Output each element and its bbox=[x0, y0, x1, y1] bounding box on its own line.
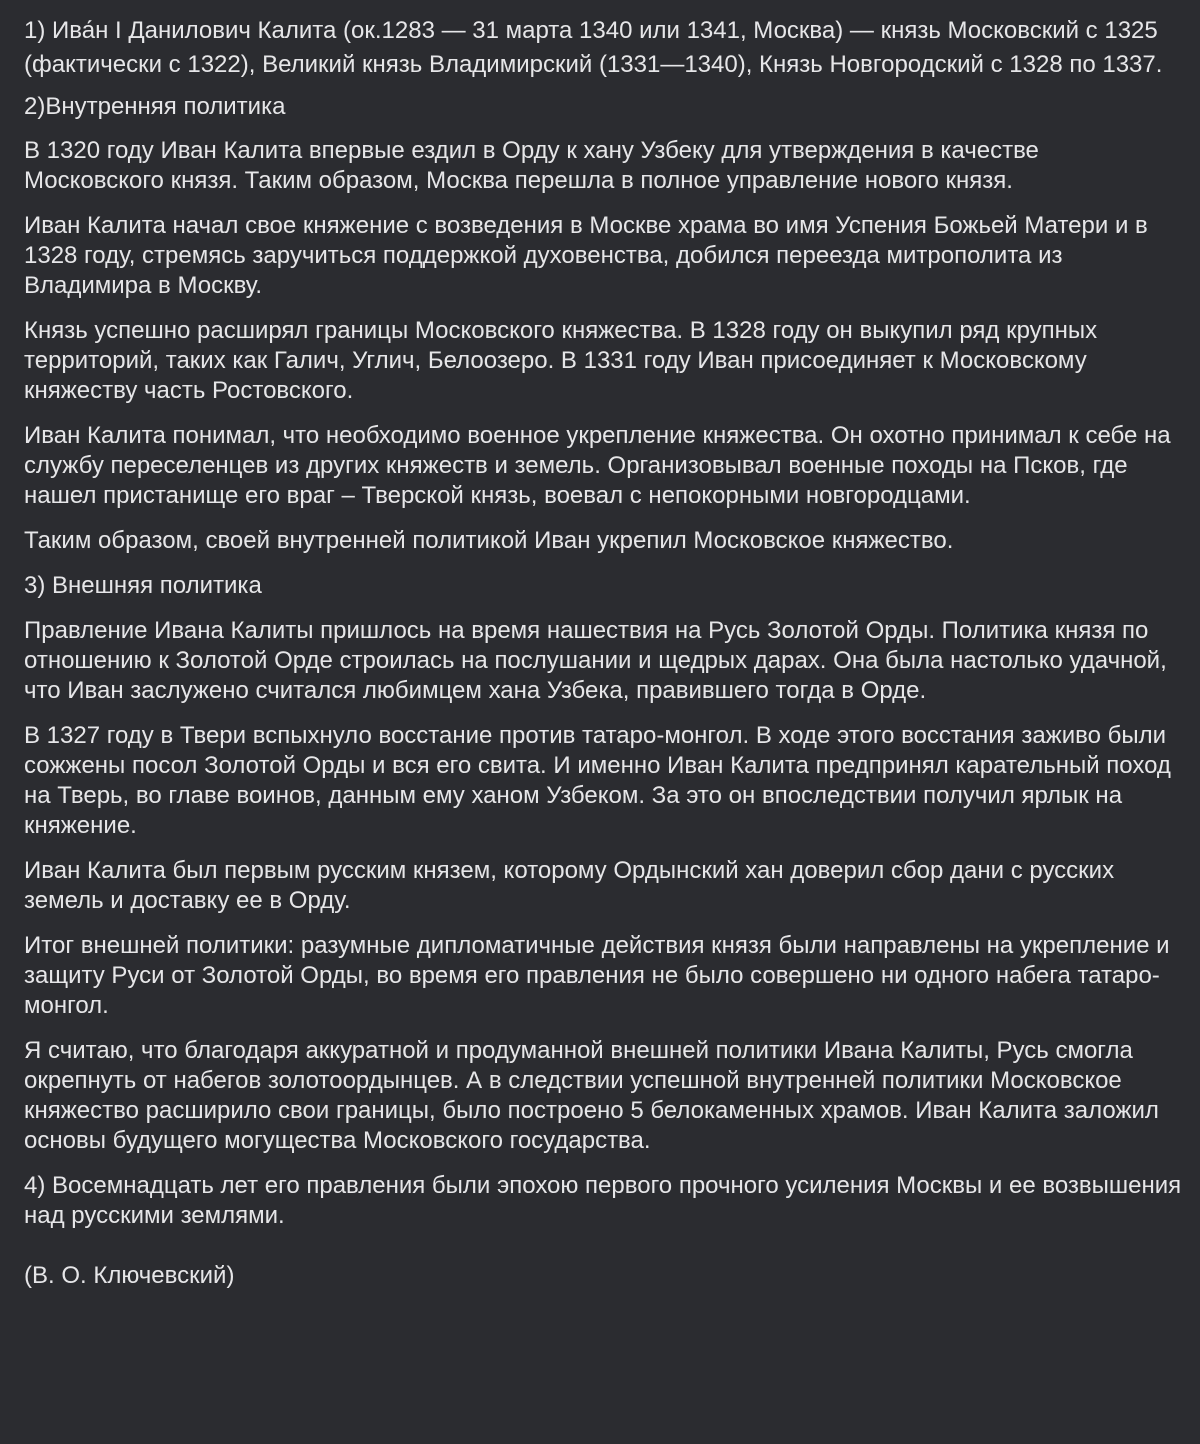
heading-internal-policy: 2)Внутренняя политика bbox=[24, 93, 286, 120]
document-body bbox=[24, 0, 1184, 1291]
paragraph-tver-uprising: В 1327 году в Твери вспыхнуло восстание против татаро-монгол. В ходе этого восстания заживо были сожжены посол Золотой Орды и вся его свита. И именно Иван Калита предпринял карательный поход на Тверь, во главе воинов, данным ему ханом Узбеком. За это он впоследствии получил ярлык на княжение. bbox=[24, 722, 1171, 839]
paragraph-foreign-summary: Итог внешней политики: разумные дипломатичные действия князя были направлены на укрепление и защиту Руси от Золотой Орды, во время его правления не было совершено ни одного набега татаро-монгол. bbox=[24, 932, 1170, 1019]
paragraph-territory-expansion: Князь успешно расширял границы Московского княжества. В 1328 году он выкупил ряд крупных территорий, таких как Галич, Углич, Белоозеро. В 1331 году Иван присоединяет к Московскому княжеству часть Ростовского. bbox=[24, 317, 1098, 404]
paragraph-temple-metropolitan: Иван Калита начал свое княжение с возведения в Москве храма во имя Успения Божьей Матери и в 1328 году, стремясь заручиться поддержкой духовенства, добился переезда митрополита из Владимира в Москву. bbox=[24, 212, 1148, 299]
paragraph-internal-summary: Таким образом, своей внутренней политикой Иван укрепил Московское княжество. bbox=[24, 527, 954, 554]
paragraph-biography: 1) Ива́н I Данилович Калита (ок.1283 — 31 марта 1340 или 1341, Москва) — князь Московский с 1325 (фактически с 1322), Великий князь Владимирский (1331—1340), Князь Новгородский с 1328 по 1337. bbox=[24, 17, 1163, 78]
paragraph-military: Иван Калита понимал, что необходимо военное укрепление княжества. Он охотно принимал к себе на службу переселенцев из других княжеств и земель. Организовывал военные походы на Псков, где нашел пристанище его враг – Тверской князь, воевал с непокорными новгородцами. bbox=[24, 422, 1171, 509]
paragraph-golden-horde: Правление Ивана Калиты пришлось на время нашествия на Русь Золотой Орды. Политика князя по отношению к Золотой Орде строилась на послушании и щедрых дарах. Она была настолько удачной, что Иван заслужено считался любимцем хана Узбека, правившего тогда в Орде. bbox=[24, 617, 1167, 704]
heading-foreign-policy: 3) Внешняя политика bbox=[24, 572, 262, 599]
paragraph-quote: 4) Восемнадцать лет его правления были эпохою первого прочного усиления Москвы и ее возвышения над русскими землями. bbox=[24, 1172, 1182, 1229]
quote-attribution: (В. О. Ключевский) bbox=[24, 1262, 235, 1289]
paragraph-opinion: Я считаю, что благодаря аккуратной и продуманной внешней политики Ивана Калиты, Русь смогла окрепнуть от набегов золотоордынцев. А в следствии успешной внутренней политики Московское княжество расширило свои границы, было построено 5 белокаменных храмов. Иван Калита заложил основы будущего могущества Московского государства. bbox=[24, 1037, 1159, 1154]
paragraph-tribute: Иван Калита был первым русским князем, которому Ордынский хан доверил сбор дани с русских земель и доставку ее в Орду. bbox=[24, 857, 1115, 914]
paragraph-horde-trip: В 1320 году Иван Калита впервые ездил в Орду к хану Узбеку для утверждения в качестве Московского князя. Таким образом, Москва перешла в полное управление нового князя. bbox=[24, 137, 1039, 194]
